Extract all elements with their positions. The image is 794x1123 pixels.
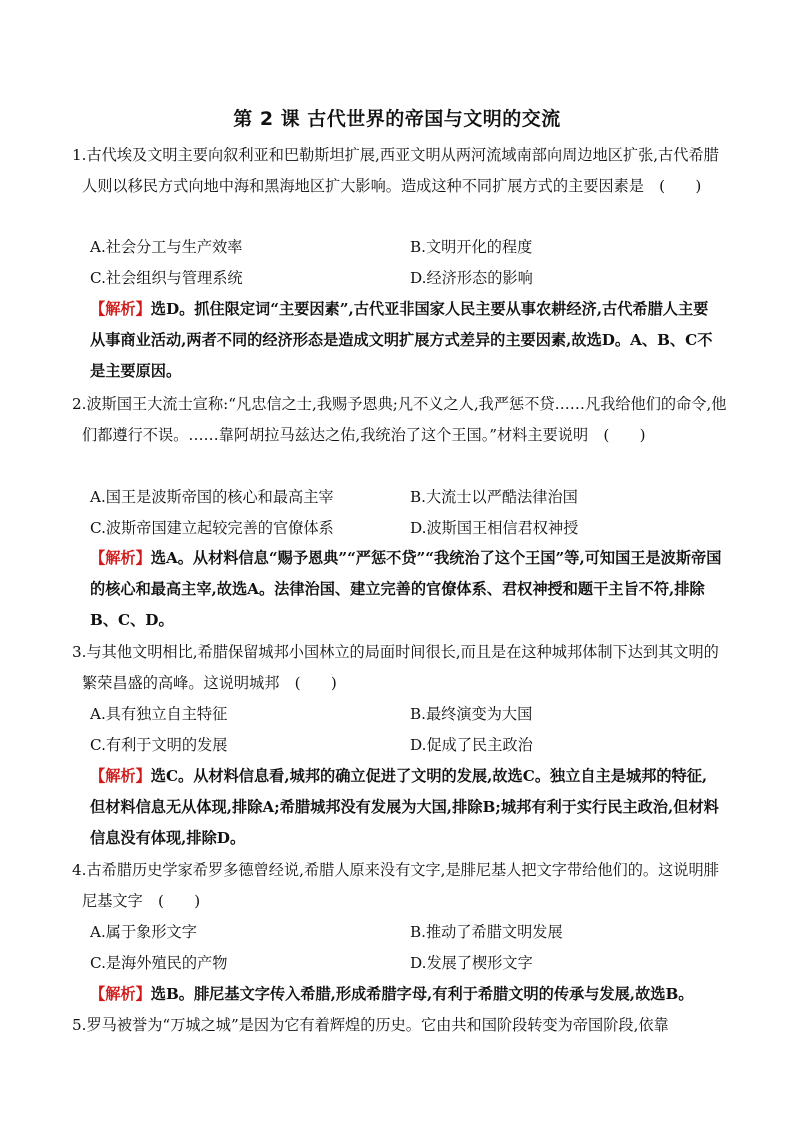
question-4-analysis (90, 979, 722, 1010)
question-3-option-b: B.最终演变为大国 (410, 705, 533, 723)
analysis-tag: 【解析】 (90, 300, 151, 318)
question-2-stem: 2.波斯国王大流士宣称:“凡忠信之士,我赐予恩典;凡不义之人,我严惩不贷……凡我给他们的命令,他们都遵行不误。……靠阿胡拉马兹达之佑,我统治了这个王国。”材料主要说明 ( ) (72, 395, 727, 444)
analysis-text: 选C。从材料信息看,城邦的确立促进了文明的发展,故选C。独立自主是城邦的特征,但材料信息无从体现,排除A;希腊城邦没有发展为大国,排除B;城邦有利于实行民主政治,但材料信息没有体现,排除D。 (90, 767, 719, 847)
question-1-stem: 1.古代埃及文明主要向叙利亚和巴勒斯坦扩展,西亚文明从两河流域南部向周边地区扩张,古代希腊人则以移民方式向地中海和黑海地区扩大影响。造成这种不同扩展方式的主要因素是 ( ) (72, 146, 719, 195)
question-4-option-c: C.是海外殖民的产物 (90, 954, 228, 972)
question-5-stem: 5.罗马被誉为“万城之城”是因为它有着辉煌的历史。它由共和国阶段转变为帝国阶段,依靠 (72, 1016, 669, 1034)
question-3-option-c: C.有利于文明的发展 (90, 736, 228, 754)
question-1-options (90, 232, 730, 294)
question-1-option-d: D.经济形态的影响 (410, 269, 533, 287)
question-1-option-c: C.社会组织与管理系统 (90, 269, 243, 287)
question-4-stem: 4.古希腊历史学家希罗多德曾经说,希腊人原来没有文字,是腓尼基人把文字带给他们的。这说明腓尼基文字 ( ) (72, 861, 719, 910)
question-3-analysis (90, 761, 722, 854)
analysis-tag: 【解析】 (90, 985, 151, 1003)
question-4-option-b: B.推动了希腊文明发展 (410, 923, 563, 941)
question-2-option-b: B.大流士以严酷法律治国 (410, 488, 578, 506)
question-3-option-d: D.促成了民主政治 (410, 736, 533, 754)
question-1-option-a: A.社会分工与生产效率 (90, 238, 243, 256)
question-3-options (90, 699, 730, 761)
analysis-text: 选A。从材料信息“赐予恩典”“严惩不贷”“我统治了这个王国”等,可知国王是波斯帝国的核心和最高主宰,故选A。法律治国、建立完善的官僚体系、君权神授和题干主旨不符,排除B、C、D。 (90, 549, 722, 629)
analysis-text: 选D。抓住限定词“主要因素”,古代亚非国家人民主要从事农耕经济,古代希腊人主要从事商业活动,两者不同的经济形态是造成文明扩展方式差异的主要因素,故选D。A、B、C不是主要原因。 (90, 300, 713, 380)
question-4-option-a: A.属于象形文字 (90, 923, 197, 941)
question-2-analysis (90, 543, 722, 636)
question-2-option-c: C.波斯帝国建立起较完善的官僚体系 (90, 519, 334, 537)
question-3-option-a: A.具有独立自主特征 (90, 705, 228, 723)
question-4-option-d: D.发展了楔形文字 (410, 954, 533, 972)
question-1-analysis (90, 294, 722, 387)
question-2-option-a: A.国王是波斯帝国的核心和最高主宰 (90, 488, 334, 506)
question-2-option-d: D.波斯国王相信君权神授 (410, 519, 579, 537)
question-2-options (90, 482, 730, 544)
analysis-tag: 【解析】 (90, 549, 151, 567)
question-4-options (90, 917, 730, 979)
question-1-option-b: B.文明开化的程度 (410, 238, 533, 256)
lesson-title: 第 2 课 古代世界的帝国与文明的交流 (233, 108, 561, 130)
question-3-stem: 3.与其他文明相比,希腊保留城邦小国林立的局面时间很长,而且是在这种城邦体制下达到其文明的繁荣昌盛的高峰。这说明城邦 ( ) (72, 643, 719, 692)
analysis-text: 选B。腓尼基文字传入希腊,形成希腊字母,有利于希腊文明的传承与发展,故选B。 (150, 985, 694, 1003)
analysis-tag: 【解析】 (90, 767, 151, 785)
